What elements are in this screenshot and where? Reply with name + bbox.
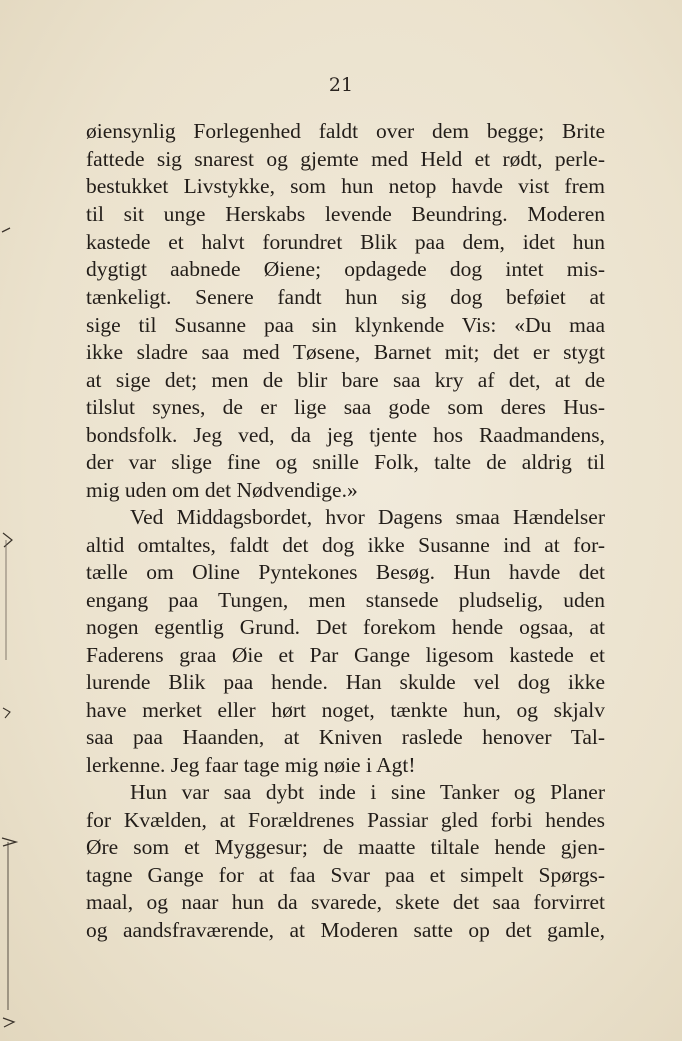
text-line: lurende Blik paa hende. Han skulde vel dog ikke <box>86 670 605 694</box>
text-line: tælle om Oline Pyntekones Besøg. Hun havde det <box>86 560 605 584</box>
text-line: fattede sig snarest og gjemte med Held et rødt, perle- <box>86 147 605 171</box>
text-line: der var slige fine og snille Folk, talte de aldrig til <box>86 450 605 474</box>
text-line: altid omtaltes, faldt det dog ikke Susanne ind at for- <box>86 533 605 557</box>
text-line: sige til Susanne paa sin klynkende Vis: «Du maa <box>86 313 605 337</box>
text-line: lerkenne. Jeg faar tage mig nøie i Agt! <box>86 753 416 777</box>
text-line: kastede et halvt forundret Blik paa dem, idet hun <box>86 230 605 254</box>
text-line: nogen egentlig Grund. Det forekom hende ogsaa, at <box>86 615 605 639</box>
page-number: 21 <box>328 74 354 96</box>
text-line: tagne Gange for at faa Svar paa et simpelt Spørgs- <box>86 863 605 887</box>
text-line: ikke sladre saa med Tøsene, Barnet mit; det er stygt <box>86 340 605 364</box>
text-line: engang paa Tungen, men stansede pludselig, uden <box>86 588 605 612</box>
text-line: at sige det; men de blir bare saa kry af det, at de <box>86 368 605 392</box>
text-line: maal, og naar hun da svarede, skete det saa forvirret <box>86 890 605 914</box>
text-line: for Kvælden, at Forældrenes Passiar gled forbi hendes <box>86 808 605 832</box>
text-line: Øre som et Myggesur; de maatte tiltale hende gjen- <box>86 835 605 859</box>
text-line: til sit unge Herskabs levende Beundring. Moderen <box>86 202 605 226</box>
paragraph-start-line: Hun var saa dybt inde i sine Tanker og Planer <box>130 780 605 804</box>
text-line: bondsfolk. Jeg ved, da jeg tjente hos Raadmandens, <box>86 423 605 447</box>
text-line: og aandsfraværende, at Moderen satte op det gamle, <box>86 918 605 942</box>
text-line: bestukket Livstykke, som hun netop havde vist frem <box>86 174 605 198</box>
text-line: tilslut synes, de er lige saa gode som deres Hus- <box>86 395 605 419</box>
text-line: Faderens graa Øie et Par Gange ligesom kastede et <box>86 643 605 667</box>
text-line: mig uden om det Nødvendige.» <box>86 478 358 502</box>
text-line: tænkeligt. Senere fandt hun sig dog beføiet at <box>86 285 605 309</box>
text-line: have merket eller hørt noget, tænkte hun, og skjalv <box>86 698 605 722</box>
paragraph-start-line: Ved Middagsbordet, hvor Dagens smaa Hændelser <box>130 505 605 529</box>
text-line: øiensynlig Forlegenhed faldt over dem begge; Brite <box>86 119 605 143</box>
margin-pencil-marks <box>0 0 30 1041</box>
text-line: saa paa Haanden, at Kniven raslede henover Tal- <box>86 725 605 749</box>
text-line: dygtigt aabnede Øiene; opdagede dog intet mis- <box>86 257 605 281</box>
